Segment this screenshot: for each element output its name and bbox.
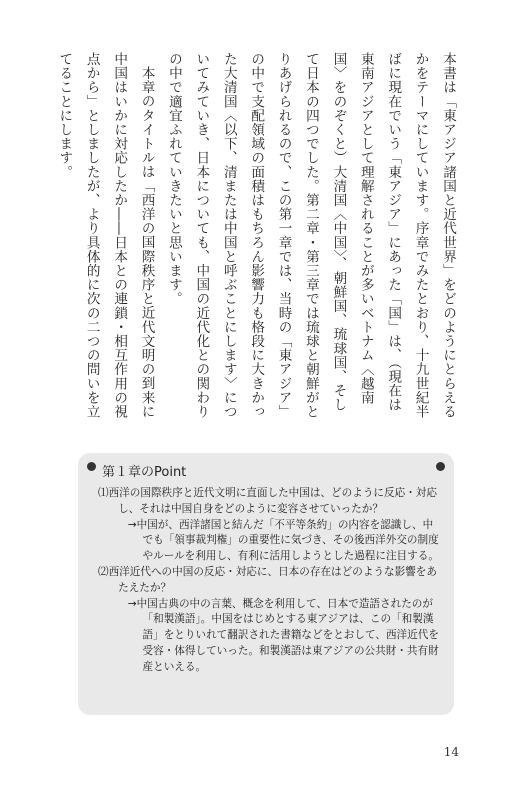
point-box-content <box>98 486 442 676</box>
body-paragraph-2: 本章のタイトルは「西洋の国際秩序と近代文明の到来に中国はいかに対応したか――日本との連鎖・相互作用の視点から」としましたが、より具体的に次の二つの問いを立てることにします。 <box>56 52 155 419</box>
point-box-title: 第１章のPoint <box>102 465 187 480</box>
page-number: 14 <box>443 745 459 759</box>
point-answer-2: →中国古典の中の言葉、概念を利用して、日本で造語されたのが「和製漢語」。中国をはじめとする東アジアは、この「和製漢語」をとりいれて翻訳された書籍などをとおして、西洋近代を受容・体得していった。和製漢語は東アジアの公共財・共有財産といえる。 <box>127 597 439 673</box>
pin-icon <box>87 462 96 471</box>
point-answer-1: →中国が、西洋諸国と結んだ「不平等条約」の内容を認識し、中でも「領事裁判権」の重要性に気づき、その後西洋外交の制度やルールを利用し、有利に活用しようとした過程に注目する。 <box>127 518 439 563</box>
chapter-point-box <box>78 453 454 715</box>
body-text <box>56 52 461 420</box>
pin-icon <box>436 462 445 471</box>
point-question-1: ⑴西洋の国際秩序と近代文明に直面した中国は、どのように反応・対応し、それは中国自身をどのように変容させていったか？ <box>98 487 437 515</box>
point-question-2: ⑵西洋近代への中国の反応・対応に、日本の存在はどのような影響をあたえたか？ <box>98 565 437 594</box>
body-paragraph-1: 本書は「東アジア諸国と近代世界」をどのようにとらえるかをテーマにしています。序章でみたとおり、十九世紀半ばに現在でいう「東アジア」にあった「国」は、（現在は東南アジアとして理解されることが多いベトナム〈越南国〉をのぞくと）大清国〈中国〉、朝鮮国、琉球国、そして日本の四つでした。第二章・第三章では琉球と朝鮮がとりあげられるので、この第一章では、当時の「東アジア」の中で支配領域の面積はもちろん影響力も格段に大きかった大清国〈以下、清または中国と呼ぶことにします〉についてみていき、日本についても、中国の近代化との関わりの中で適宜ふれていきたいと思います。 <box>165 52 456 419</box>
